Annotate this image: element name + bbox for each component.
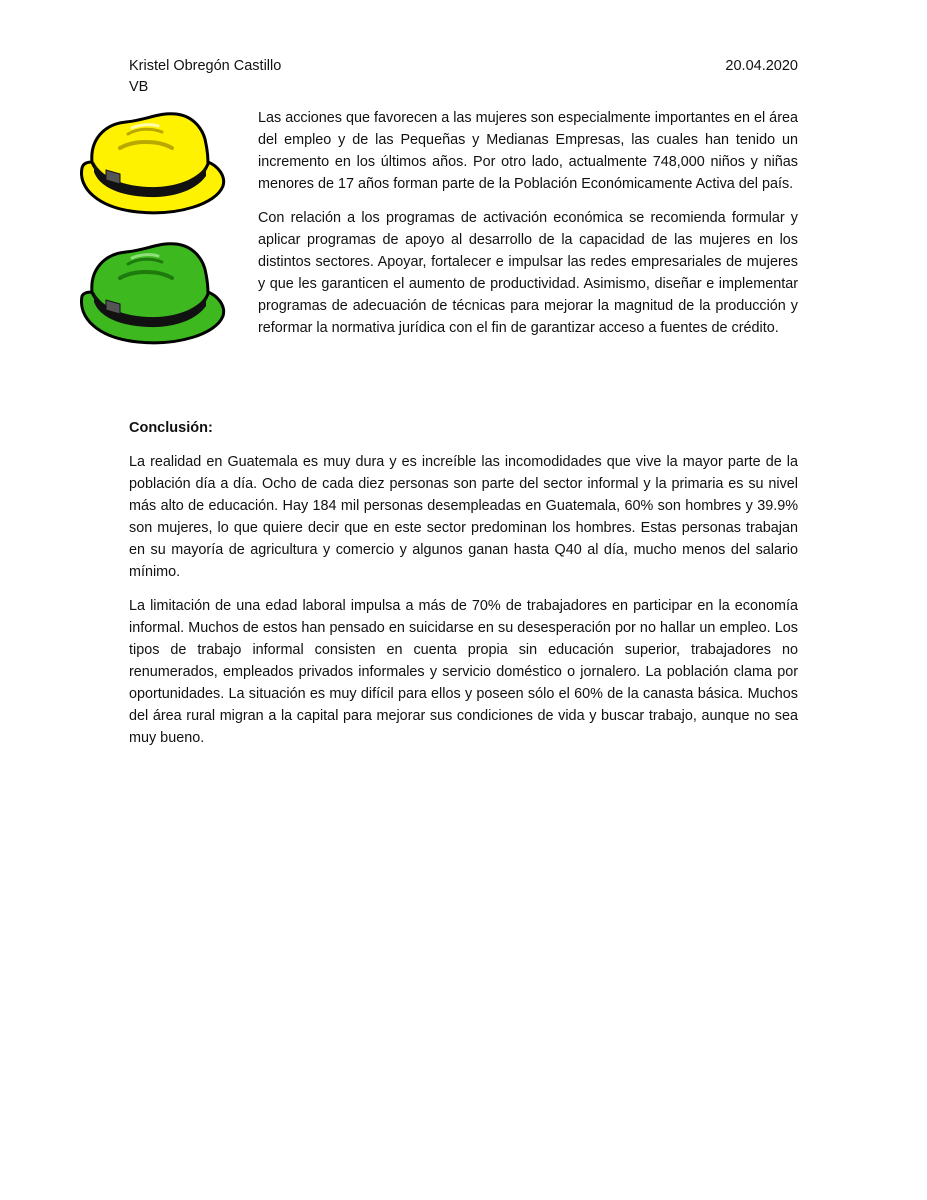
- document-date: 20.04.2020: [725, 58, 798, 74]
- conclusion-heading: Conclusión:: [129, 420, 213, 436]
- paragraph-economic-programs: Con relación a los programas de activación económica se recomienda formular y aplicar programas de apoyo al desarrollo de la capacidad de las mujeres en los distintos sectores. Apoyar, fortalecer e impulsar las redes empresariales de mujeres y que les garanticen el aumento de productividad. Asimismo, diseñar e implementar programas de adecuación de técnicas para mejorar la magnitud de la producción y reformar la normativa jurídica con el fin de garantizar acceso a fuentes de crédito.: [258, 210, 798, 336]
- author-name: Kristel Obregón Castillo: [129, 58, 282, 74]
- conclusion-body: [129, 451, 798, 761]
- paragraph-women-employment: Las acciones que favorecen a las mujeres son especialmente importantes en el área del empleo y de las Pequeñas y Medianas Empresas, las cuales han tenido un incremento en los últimos años. Por otro lado, actualmente 748,000 niños y niñas menores de 17 años forman parte de la Población Económicamente Activa del país.: [258, 110, 798, 192]
- green-hat-icon: [76, 238, 226, 345]
- paragraph-informal-economy: La limitación de una edad laboral impulsa a más de 70% de trabajadores en participar en la economía informal. Muchos de estos han pensado en suicidarse en su desesperación por no hallar un empleo. Los tipos de trabajo informal consisten en cuenta propia sin educación superior, trabajadores no renumerados, empleados privados informales y servicio doméstico o jornalero. La población clama por oportunidades. La situación es muy difícil para ellos y poseen sólo el 60% de la canasta básica. Muchos del área rural migran a la capital para mejorar sus condiciones de vida y buscar trabajo, aunque no sea muy bueno.: [129, 598, 798, 746]
- paragraph-reality-guatemala: La realidad en Guatemala es muy dura y es increíble las incomodidades que vive la mayor parte de la población día a día. Ocho de cada diez personas son parte del sector informal y la primaria es su nivel más alto de educación. Hay 184 mil personas desempleadas en Guatemala, 60% son hombres y 39.9% son mujeres, lo que quiere decir que en este sector predominan los hombres. Estas personas trabajan en su mayoría de agricultura y comercio y algunos ganan hasta Q40 al día, mucho menos del salario mínimo.: [129, 454, 798, 580]
- author-initials: VB: [129, 79, 149, 95]
- yellow-hat-icon: [76, 110, 226, 215]
- top-text-block: [258, 107, 798, 351]
